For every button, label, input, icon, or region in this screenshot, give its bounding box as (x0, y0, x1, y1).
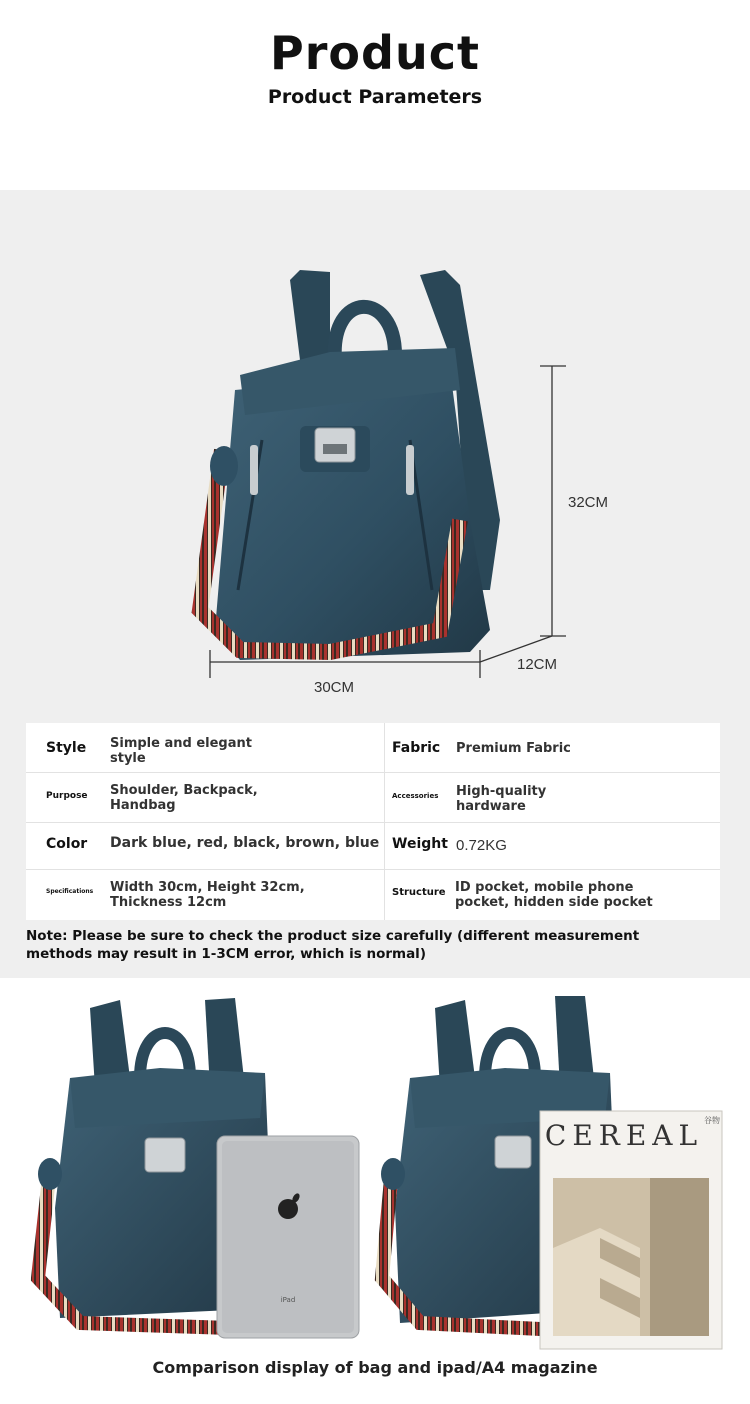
page-title: Product (270, 26, 480, 80)
dimension-section (0, 190, 750, 978)
specifications-value: Width 30cm, Height 32cm, Thickness 12cm (110, 880, 305, 910)
accessories-label: Accessories (392, 792, 439, 800)
specifications-label: Specifications (46, 888, 94, 895)
table-row (26, 723, 720, 773)
structure-value: ID pocket, mobile phone pocket, hidden side pocket (455, 880, 653, 910)
color-label: Color (46, 836, 88, 852)
ipad-device (217, 1136, 359, 1338)
fabric-label: Fabric (392, 740, 441, 756)
comparison-caption: Comparison display of bag and ipad/A4 magazine (152, 1358, 598, 1377)
fabric-value: Premium Fabric (456, 741, 571, 756)
purpose-value: Shoulder, Backpack, Handbag (110, 783, 258, 813)
magazine-title: CEREAL (544, 1119, 704, 1152)
table-row (26, 870, 720, 920)
purpose-label: Purpose (46, 791, 88, 801)
ipad-label: iPad (280, 1296, 296, 1304)
style-value: Simple and elegant style (110, 736, 252, 766)
style-label: Style (46, 740, 87, 756)
color-value: Dark blue, red, black, brown, blue (110, 835, 380, 851)
weight-value: 0.72KG (456, 837, 507, 854)
width-label: 30CM (314, 679, 355, 696)
table-row (26, 823, 720, 870)
comparison-illustration (0, 978, 750, 1358)
backpack-dimension-illustration (0, 190, 750, 720)
accessories-value: High-quality hardware (456, 784, 547, 814)
comparison-section (0, 978, 750, 1404)
weight-label: Weight (392, 836, 448, 852)
page-subtitle: Product Parameters (267, 86, 483, 108)
size-note: Note: Please be sure to check the product size carefully (different measurement methods may result in 1-3CM error, which is normal) (26, 928, 640, 962)
parameters-table (26, 723, 720, 920)
structure-label: Structure (392, 887, 446, 898)
table-row (26, 773, 720, 823)
depth-label: 12CM (517, 656, 558, 673)
magazine-corner-text: 谷物 (704, 1116, 720, 1125)
header (0, 0, 750, 190)
height-label: 32CM (568, 494, 609, 511)
